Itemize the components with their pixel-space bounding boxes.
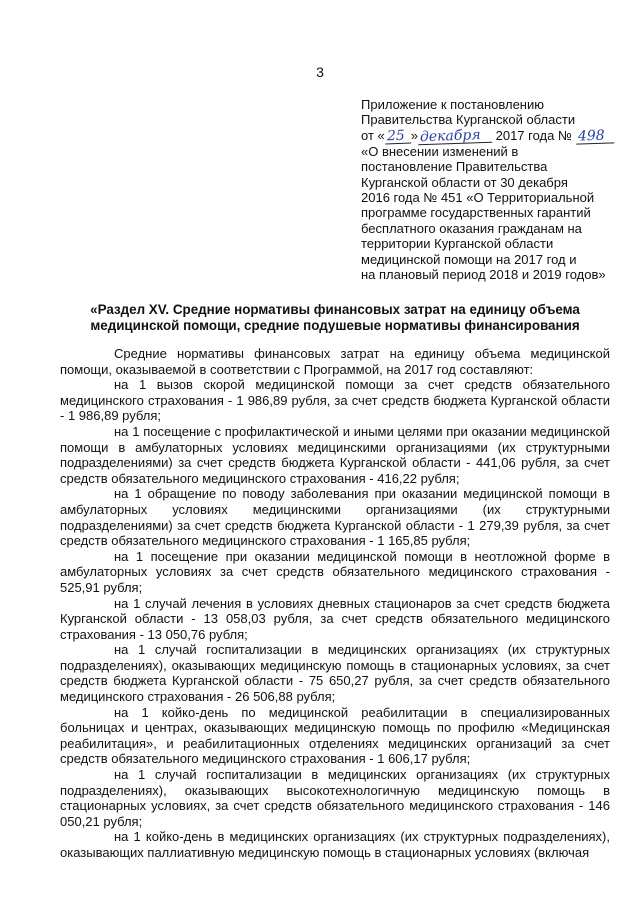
annex-line-10: территории Курганской области bbox=[361, 236, 554, 252]
paragraph-urgent-visit: на 1 посещение при оказании медицинской помощи в неотложной форме в амбулаторных условиях за счет средств обязательного медицинского страхования - 525,91 рубля; bbox=[60, 548, 610, 595]
paragraph-palliative-care: на 1 койко-день в медицинских организациях (их структурных подразделениях), оказывающих паллиативную медицинскую помощь в стационарных условиях (включая bbox=[60, 829, 610, 860]
section-title-line-2: медицинской помощи, средние подушевые нормативы финансирования bbox=[90, 318, 580, 333]
paragraph-intro: Средние нормативы финансовых затрат на единицу объема медицинской помощи, оказываемой в соответствии с Программой, на 2017 год составляют: bbox=[60, 346, 610, 377]
handwritten-number: 498 bbox=[575, 129, 613, 144]
date-mid: » bbox=[410, 127, 418, 143]
annex-line-7: 2016 года № 451 «О Территориальной bbox=[361, 190, 595, 206]
handwritten-month: декабря bbox=[418, 129, 492, 146]
annex-line-date bbox=[361, 128, 633, 144]
section-title-line-1: «Раздел XV. Средние нормативы финансовых затрат на единицу объема bbox=[90, 302, 580, 317]
paragraph-illness-appeal: на 1 обращение по поводу заболевания при оказании медицинской помощи в амбулаторных условиях медицинскими организациями (их структурными подразделениями) за счет средств бюджета Курганской области - 1 279,39 рубля, за счет средств обязательного медицинского страхования - 1 165,85 рубля; bbox=[60, 486, 610, 549]
paragraph-high-tech-care: на 1 случай госпитализации в медицинских организациях (их структурных подразделениях), оказывающих высокотехнологичную медицинскую помощь в стационарных условиях, за счет средств обязательного медицинского страхования - 146 050,21 рубля; bbox=[60, 767, 610, 829]
paragraph-hospitalization: на 1 случай госпитализации в медицинских организациях (их структурных подразделениях), оказывающих медицинскую помощь в стационарных условиях, за счет средств бюджета Курганской области - 75 650,27 рубля, за счет средств обязательного медицинского страхования - 26 506,88 рубля; bbox=[60, 642, 610, 705]
annex-line-2: Правительства Курганской области bbox=[361, 112, 576, 128]
handwritten-day: 25 bbox=[385, 129, 411, 144]
annex-line-4: «О внесении изменений в bbox=[361, 143, 519, 159]
section-title bbox=[60, 302, 610, 334]
paragraph-day-hospital: на 1 случай лечения в условиях дневных стационаров за счет средств бюджета Курганской области - 13 058,03 рубля, за счет средств обязательного медицинского страхования - 13 050,76 рубля; bbox=[60, 595, 610, 642]
annex-line-12: на плановый период 2018 и 2019 годов» bbox=[361, 267, 606, 283]
annex-line-8: программе государственных гарантий bbox=[361, 205, 591, 221]
date-prefix: от « bbox=[361, 127, 385, 143]
annex-line-6: Курганской области от 30 декабря bbox=[361, 174, 568, 190]
annex-line-9: бесплатного оказания гражданам на bbox=[361, 220, 582, 236]
annex-line-5: постановление Правительства bbox=[361, 159, 548, 175]
body-text bbox=[60, 346, 610, 861]
paragraph-ambulance-call: на 1 вызов скорой медицинской помощи за счет средств обязательного медицинского страхования - 1 986,89 рубля, за счет средств бюджета Курганской области - 1 986,89 рубля; bbox=[60, 377, 610, 424]
annex-header bbox=[361, 97, 633, 282]
date-year: 2017 года № bbox=[495, 127, 572, 143]
paragraph-preventive-visit: на 1 посещение с профилактической и иными целями при оказании медицинской помощи в амбулаторных условиях медицинскими организациями (их структурными подразделениями) за счет средств бюджета Курганской области - 441,06 рубля, за счет средств обязательного медицинского страхования - 416,22 рубля; bbox=[60, 423, 610, 486]
page-number: 3 bbox=[316, 64, 324, 80]
paragraph-rehabilitation: на 1 койко-день по медицинской реабилитации в специализированных больницах и центрах, оказывающих медицинскую помощь по профилю «Медицинская реабилитация», и реабилитационных отделениях медицинских организаций за счет средств обязательного медицинского страхования - 1 606,17 рубля; bbox=[60, 704, 610, 767]
annex-line-11: медицинской помощи на 2017 год и bbox=[361, 251, 577, 267]
annex-line-1: Приложение к постановлению bbox=[361, 97, 544, 112]
